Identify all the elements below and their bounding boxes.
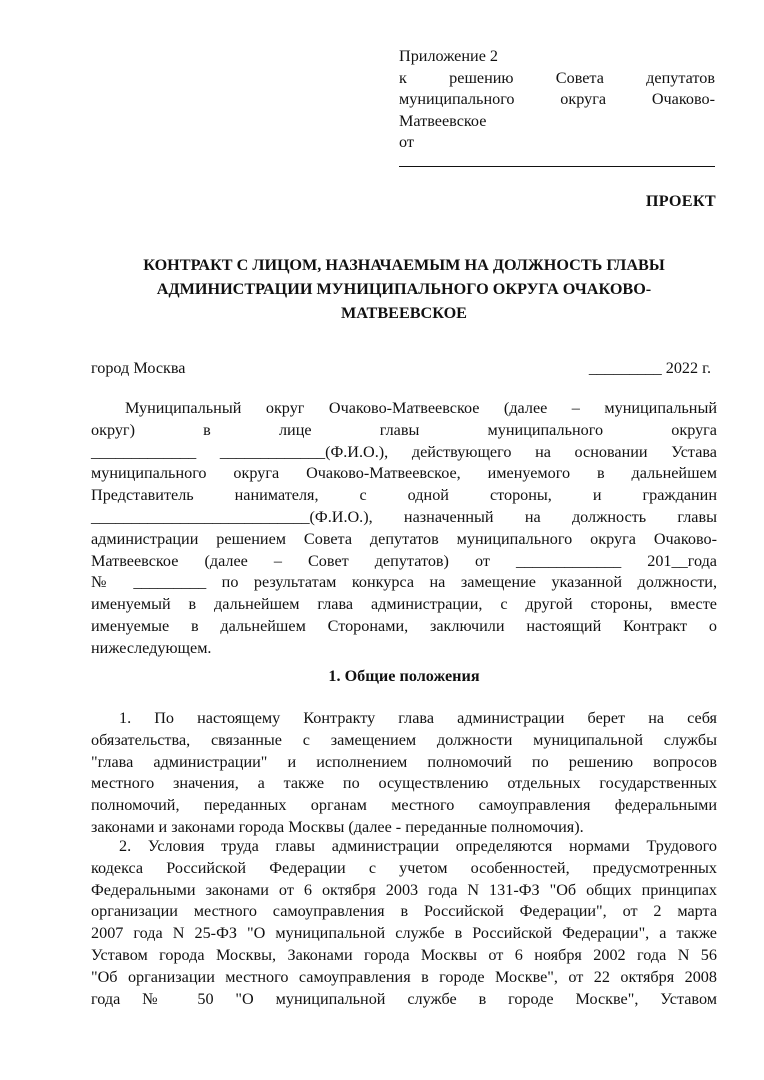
text-line: 2007 года N 25-ФЗ "О муниципальной службе в Российской Федерации", а также [91, 924, 717, 943]
appendix-line: Матвеевское [399, 111, 487, 130]
appendix-line: к решению Совета депутатов [399, 68, 715, 87]
text-line: года № 50 "О муниципальной службе в городе Москве", Уставом [91, 989, 717, 1008]
title-line: КОНТРАКТ С ЛИЦОМ, НАЗНАЧАЕМЫМ НА ДОЛЖНОСТЬ ГЛАВЫ [143, 256, 665, 274]
text-line: администрации решением Совета депутатов муниципального округа Очаково- [91, 529, 717, 548]
text-line: _____________ _____________(Ф.И.О.), действующего на основании Устава [91, 442, 717, 461]
draft-label: ПРОЕКТ [645, 192, 716, 210]
clause-2 [91, 836, 717, 1010]
text-line: Муниципальный округ Очаково-Матвеевское (далее – муниципальный [125, 399, 717, 417]
text-line: № _________ по результатам конкурса на замещение указанной должности, [91, 573, 717, 592]
text-line: обязательства, связанные с замещением должности муниципальной службы [91, 730, 717, 749]
place: город Москва [91, 359, 186, 377]
text-line: 2. Условия труда главы администрации определяются нормами Трудового [119, 837, 717, 855]
place-date-row [91, 358, 711, 380]
text-line: организации местного самоуправления в Российской Федерации", от 2 марта [91, 902, 717, 921]
signature-date-line [399, 166, 715, 167]
section-heading: 1. Общие положения [328, 667, 480, 685]
text-line: Уставом города Москвы, Законами города Москвы от 6 ноября 2002 года N 56 [91, 945, 717, 964]
text-line: именуемые в дальнейшем Сторонами, заключили настоящий Контракт о [91, 616, 717, 635]
text-line: законами и законами города Москвы (далее - переданные полномочия). [91, 817, 584, 836]
text-line: округ) в лице главы муниципального округа [91, 420, 717, 439]
text-line: нижеследующем. [91, 638, 212, 657]
text-line: кодекса Российской Федерации с учетом особенностей, предусмотренных [91, 858, 717, 877]
text-line: Федеральными законами от 6 октября 2003 года N 131-ФЗ "Об общих принципах [91, 880, 717, 899]
clause-1 [91, 708, 717, 839]
document-title [91, 253, 717, 325]
text-line: ___________________________(Ф.И.О.), назначенный на должность главы [91, 507, 717, 526]
date: _________ 2022 г. [588, 359, 711, 377]
appendix-line: муниципального округа Очаково- [399, 90, 715, 109]
preamble-paragraph [91, 398, 717, 660]
title-line: АДМИНИСТРАЦИИ МУНИЦИПАЛЬНОГО ОКРУГА ОЧАКОВО- [156, 280, 652, 298]
appendix-line: Приложение 2 [399, 47, 499, 65]
text-line: Представитель нанимателя, с одной стороны, и гражданин [91, 486, 717, 505]
title-line: МАТВЕЕВСКОЕ [341, 304, 467, 322]
text-line: именуемый в дальнейшем глава администрации, с другой стороны, вместе [91, 595, 717, 614]
text-line: муниципального округа Очаково-Матвеевское, именуемого в дальнейшем [91, 464, 717, 483]
appendix-line: от [399, 133, 414, 152]
text-line: "глава администрации" и исполнением полномочий по решению вопросов [91, 752, 717, 771]
text-line: местного значения, а также по осуществлению отдельных государственных [91, 774, 717, 793]
appendix-block [399, 46, 715, 167]
text-line: полномочий, переданных органам местного самоуправления федеральными [91, 796, 717, 815]
text-line: 1. По настоящему Контракту глава администрации берет на себя [119, 709, 717, 727]
text-line: Матвеевское (далее – Совет депутатов) от _____________ 201__года [91, 551, 717, 570]
text-line: "Об организации местного самоуправления в городе Москве", от 22 октября 2008 [91, 967, 717, 986]
